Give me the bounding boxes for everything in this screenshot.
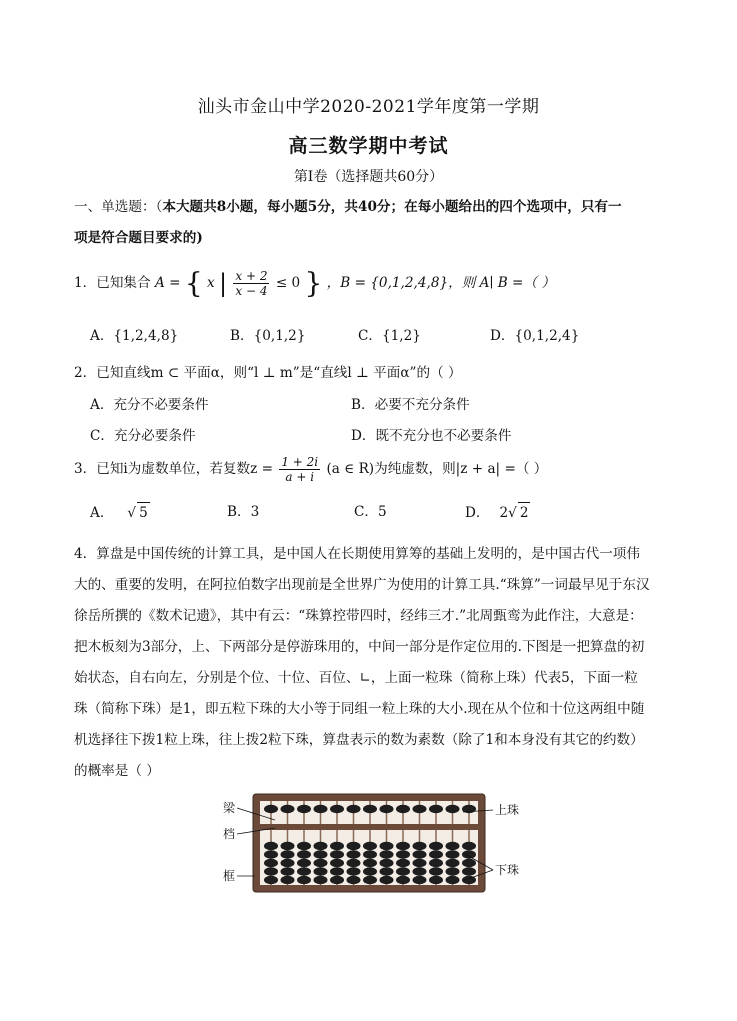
lower-bead xyxy=(314,876,328,884)
upper-bead xyxy=(314,805,328,813)
upper-bead xyxy=(446,805,460,813)
lower-bead xyxy=(347,876,361,884)
lower-bead xyxy=(363,859,377,867)
label-lower-bead: 下珠 xyxy=(495,863,520,877)
lower-bead xyxy=(396,859,410,867)
lower-bead xyxy=(396,876,410,884)
q4-line-7: 机选择往下拨1粒上珠，往上拨2粒下珠，算盘表示的数为素数（除了1和本身没有其它的约数） xyxy=(74,732,644,748)
label-upper-bead: 上珠 xyxy=(495,803,520,817)
upper-bead xyxy=(281,805,295,813)
lower-bead xyxy=(446,867,460,875)
lower-bead xyxy=(314,867,328,875)
q1-frac-den: x − 4 xyxy=(235,284,268,298)
school-line: 汕头市金山中学2020-2021学年度第一学期 xyxy=(197,97,540,117)
lower-bead xyxy=(380,850,394,858)
q3-opt-a-val: 5 xyxy=(137,502,150,523)
lower-bead xyxy=(413,842,427,850)
lower-bead xyxy=(413,859,427,867)
lower-bead xyxy=(462,842,476,850)
lower-bead xyxy=(380,867,394,875)
lower-bead xyxy=(297,876,311,884)
upper-bead xyxy=(363,805,377,813)
q1-brace-open: { xyxy=(184,266,203,300)
q4-line-2: 大的、重要的发明，在阿拉伯数字出现前是全世界广为使用的计算工具.“珠算”一词最早见于东汉 xyxy=(74,577,650,593)
q1-le-zero: ≤ 0 xyxy=(275,275,301,291)
upper-bead xyxy=(347,805,361,813)
q3-opt-d-rad: 2 xyxy=(518,502,531,523)
q1-brace-close: } xyxy=(304,266,323,300)
question-2-stem: 2．已知直线m ⊂ 平面α，则“l ⊥ m”是“直线l ⊥ 平面α”的（ ） xyxy=(74,365,462,381)
lower-bead xyxy=(462,859,476,867)
lower-bead xyxy=(347,850,361,858)
exam-title: 高三数学期中考试 xyxy=(288,135,449,157)
q3-option-a: A． √ 5 xyxy=(90,502,150,523)
lower-bead xyxy=(380,842,394,850)
lower-bead xyxy=(314,859,328,867)
q1-option-b: B．{0,1,2} xyxy=(230,328,306,344)
question-1-stem xyxy=(74,266,555,301)
lower-bead xyxy=(264,876,278,884)
lower-bead xyxy=(429,842,443,850)
q2-option-a: A．充分不必要条件 xyxy=(90,397,209,413)
lower-bead xyxy=(363,850,377,858)
lower-bead xyxy=(264,859,278,867)
lower-bead xyxy=(446,859,460,867)
q3-opt-d-coef: 2 xyxy=(499,505,509,521)
lower-bead xyxy=(330,876,344,884)
q3-fraction xyxy=(279,455,320,484)
lower-bead xyxy=(330,867,344,875)
lower-bead xyxy=(429,876,443,884)
lower-bead xyxy=(380,876,394,884)
lower-bead xyxy=(446,850,460,858)
abacus-figure xyxy=(215,790,525,902)
lower-bead xyxy=(297,850,311,858)
lower-bead xyxy=(330,850,344,858)
lower-bead xyxy=(429,867,443,875)
q4-line-8: 的概率是（ ） xyxy=(74,763,160,779)
lower-bead xyxy=(330,859,344,867)
lower-bead xyxy=(413,876,427,884)
lower-bead xyxy=(281,859,295,867)
q3-opt-a-label: A． xyxy=(90,505,114,521)
q3-frac-num: 1 + 2i xyxy=(281,455,319,469)
question-3-stem xyxy=(74,452,547,486)
abacus-beam xyxy=(260,824,478,830)
lower-bead xyxy=(314,850,328,858)
q1-option-d: D．{0,1,2,4} xyxy=(490,328,580,344)
q3-suffix: (a ∈ R)为纯虚数，则|z + a| =（ ） xyxy=(326,461,548,477)
section1-intro xyxy=(74,197,622,217)
lower-bead xyxy=(396,850,410,858)
lower-bead xyxy=(347,867,361,875)
label-rod: 档 xyxy=(223,827,236,841)
upper-bead xyxy=(330,805,344,813)
lower-bead xyxy=(281,867,295,875)
lower-bead xyxy=(363,867,377,875)
lower-bead xyxy=(462,850,476,858)
section1-intro-a: 一、单选题：（ xyxy=(74,199,163,215)
section1-intro-b: 本大题共8小题，每小题5分，共40分；在每小题给出的四个选项中，只有一 xyxy=(162,199,622,215)
lower-bead xyxy=(396,867,410,875)
lower-bead xyxy=(380,859,394,867)
lower-bead xyxy=(297,842,311,850)
upper-bead xyxy=(264,805,278,813)
lower-bead xyxy=(281,842,295,850)
q2-option-b: B．必要不充分条件 xyxy=(351,397,470,413)
q2-option-c: C．充分必要条件 xyxy=(90,428,196,444)
q3-option-c: C．5 xyxy=(354,504,387,520)
q1-prefix: 1．已知集合 xyxy=(74,275,151,291)
q3-option-d: D． 2√ 2 xyxy=(465,502,530,523)
lower-bead xyxy=(281,850,295,858)
lower-bead xyxy=(330,842,344,850)
lower-bead xyxy=(462,867,476,875)
lower-bead xyxy=(347,842,361,850)
q1-option-a: A．{1,2,4,8} xyxy=(90,328,179,344)
lower-bead xyxy=(297,859,311,867)
q1-option-c: C．{1,2} xyxy=(358,328,421,344)
q1-set-a: A = xyxy=(154,275,181,291)
q3-prefix: 3．已知i为虚数单位，若复数z = xyxy=(74,461,273,477)
lower-bead xyxy=(413,850,427,858)
section1-intro-c: 项是符合题目要求的) xyxy=(74,230,203,246)
q3-option-b: B．3 xyxy=(227,504,260,520)
lower-bead xyxy=(347,859,361,867)
q3-opt-d-label: D． xyxy=(465,505,490,521)
q2-option-d: D．既不充分也不必要条件 xyxy=(351,428,512,444)
lower-bead xyxy=(413,867,427,875)
upper-bead xyxy=(429,805,443,813)
lower-bead xyxy=(297,867,311,875)
lower-bead xyxy=(314,842,328,850)
q4-line-5: 始状态，自右向左，分别是个位、十位、百位、∟，上面一粒珠（简称上珠）代表5，下面一粒 xyxy=(74,670,638,686)
q1-set-b: ，B = {0,1,2,4,8}，则 A∣ B =（ ） xyxy=(326,275,555,291)
lower-bead xyxy=(446,842,460,850)
lower-bead xyxy=(281,876,295,884)
upper-bead xyxy=(396,805,410,813)
q1-frac-num: x + 2 xyxy=(235,269,268,283)
q4-line-1: 4．算盘是中国传统的计算工具，是中国人在长期使用算筹的基础上发明的，是中国古代一项伟 xyxy=(74,546,640,562)
volume-title: 第Ⅰ卷（选择题共60分） xyxy=(293,169,444,185)
lower-bead xyxy=(264,850,278,858)
lower-bead xyxy=(429,859,443,867)
lower-bead xyxy=(446,876,460,884)
lower-bead xyxy=(264,867,278,875)
lower-bead xyxy=(264,842,278,850)
q1-var-x: x xyxy=(206,275,215,291)
q4-line-4: 把木板刻为3部分，上、下两部分是停游珠用的，中间一部分是作定位用的.下图是一把算盘的初 xyxy=(74,639,645,655)
lower-bead xyxy=(396,842,410,850)
label-frame: 框 xyxy=(223,869,236,883)
q1-fraction xyxy=(233,269,269,298)
upper-bead xyxy=(413,805,427,813)
upper-bead xyxy=(380,805,394,813)
q1-divider: | xyxy=(218,269,228,298)
lower-bead xyxy=(363,876,377,884)
label-beam: 梁 xyxy=(223,801,236,815)
lower-bead xyxy=(363,842,377,850)
lower-bead xyxy=(429,850,443,858)
q4-line-3: 徐岳所撰的《数术记遗》，其中有云：“珠算控带四时，经纬三才.”北周甄鸾为此作注，大意是： xyxy=(74,608,643,624)
upper-bead xyxy=(297,805,311,813)
q4-line-6: 珠（简称下珠）是1，即五粒下珠的大小等于同组一粒上珠的大小.现在从个位和十位这两组中随 xyxy=(74,701,645,717)
q3-frac-den: a + i xyxy=(285,470,315,484)
